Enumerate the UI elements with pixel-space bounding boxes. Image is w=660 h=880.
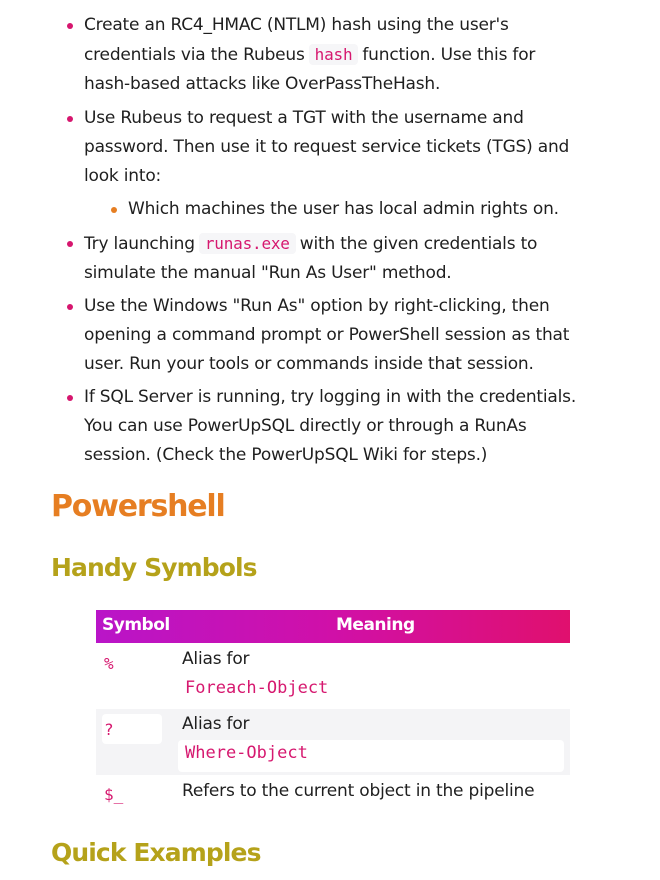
bullet-line	[84, 229, 624, 259]
bullet-line: Create an RC4_HMAC (NTLM) hash using the user's	[84, 15, 509, 35]
bullet-item	[84, 11, 624, 99]
meaning-text: Refers to the current object in the pipeline	[182, 781, 535, 801]
bullet-text: function. Use this for	[362, 45, 536, 65]
table-header	[96, 610, 570, 643]
bullet-line: Use Rubeus to request a TGT with the username and	[84, 108, 524, 128]
bullet-line: look into:	[84, 166, 162, 186]
heading-handy-symbols: Handy Symbols	[51, 553, 257, 582]
bullet-line: session. (Check the PowerUpSQL Wiki for steps.)	[84, 445, 488, 465]
bullet-item	[84, 104, 624, 191]
header-meaning: Meaning	[336, 615, 415, 635]
bullet-item	[84, 292, 624, 379]
bullet-item	[84, 383, 624, 470]
bullet-line: Use the Windows "Run As" option by right-clicking, then	[84, 296, 550, 316]
bullet-line	[84, 40, 624, 70]
meaning-code: Where-Object	[185, 743, 308, 763]
meaning-code: Foreach-Object	[185, 678, 329, 698]
bullet-line: Which machines the user has local admin rights on.	[128, 199, 559, 219]
bullet-line: opening a command prompt or PowerShell session as that	[84, 325, 570, 345]
inline-code: runas.exe	[199, 233, 296, 254]
header-symbol: Symbol	[102, 615, 170, 635]
bullet-line: You can use PowerUpSQL directly or through a RunAs	[84, 416, 527, 436]
bullet-text: credentials via the Rubeus	[84, 45, 305, 65]
table-row	[96, 709, 570, 775]
bullet-text: with the given credentials to	[299, 234, 538, 254]
bullet-line: password. Then use it to request service tickets (TGS) and	[84, 137, 570, 157]
bullet-item	[84, 229, 624, 288]
table-row	[96, 643, 570, 709]
meaning-text: Alias for	[182, 649, 250, 669]
bullet-line: hash-based attacks like OverPassTheHash.	[84, 74, 441, 94]
bullet-line: If SQL Server is running, try logging in with the credentials.	[84, 387, 577, 407]
inline-code: hash	[309, 44, 359, 65]
bullet-line: simulate the manual "Run As User" method.	[84, 263, 452, 283]
sub-bullet-item	[128, 195, 628, 224]
heading-powershell: Powershell	[51, 489, 225, 524]
bullet-line: user. Run your tools or commands inside that session.	[84, 354, 534, 374]
symbol-cell: %	[104, 654, 114, 673]
symbol-cell: $_	[104, 785, 124, 804]
meaning-text: Alias for	[182, 714, 250, 734]
symbol-cell: ?	[104, 720, 114, 739]
table-row	[96, 775, 570, 815]
bullet-text: Try launching	[84, 234, 195, 254]
heading-quick-examples: Quick Examples	[51, 838, 261, 867]
